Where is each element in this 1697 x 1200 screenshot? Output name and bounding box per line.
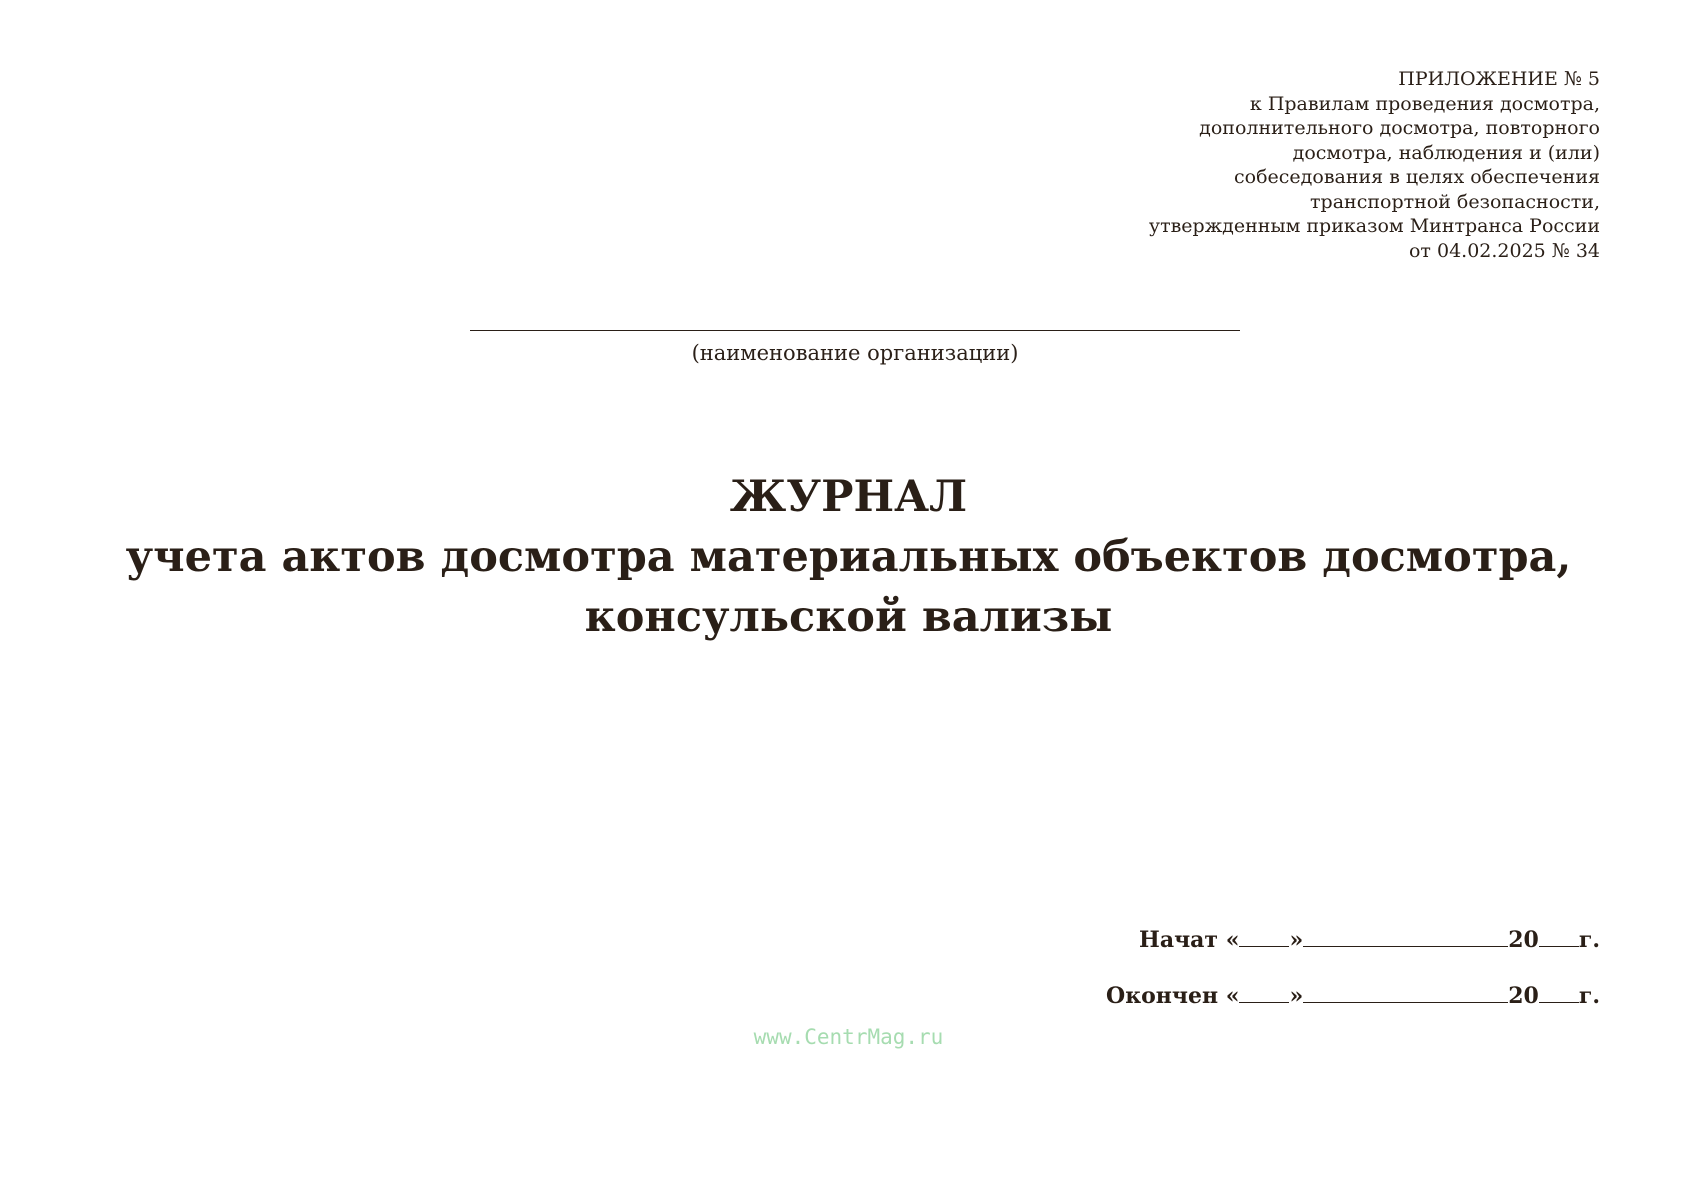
start-year-field[interactable]: [1539, 926, 1579, 947]
end-date-line: [1106, 982, 1600, 1010]
end-year-field[interactable]: [1539, 982, 1579, 1003]
appendix-number: ПРИЛОЖЕНИЕ № 5: [1398, 68, 1600, 90]
appendix-text-line: досмотра, наблюдения и (или): [1292, 141, 1600, 164]
end-date-label: Окончен «: [1106, 983, 1240, 1009]
start-year-suffix: г.: [1578, 927, 1600, 953]
end-month-field[interactable]: [1303, 982, 1508, 1003]
end-year-suffix: г.: [1578, 983, 1600, 1009]
appendix-block: [1040, 67, 1600, 263]
appendix-text-line: к Правилам проведения досмотра,: [1249, 92, 1600, 115]
appendix-text-line: собеседования в целях обеспечения: [1234, 166, 1600, 188]
start-date-line: [1106, 926, 1600, 954]
start-close-quote: »: [1289, 927, 1304, 953]
appendix-text-line: транспортной безопасности,: [1310, 190, 1600, 213]
organization-name-field[interactable]: [470, 330, 1240, 331]
organization-block: [470, 330, 1240, 366]
title-line-object: консульской вализы: [584, 592, 1113, 642]
start-date-label: Начат «: [1139, 927, 1240, 953]
appendix-text-line: утвержденным приказом Минтранса России: [1148, 215, 1600, 237]
end-close-quote: »: [1289, 983, 1304, 1009]
end-day-field[interactable]: [1239, 982, 1289, 1003]
title-line-subject: учета актов досмотра материальных объектов досмотра,: [125, 532, 1572, 582]
start-day-field[interactable]: [1239, 926, 1289, 947]
appendix-text-line: дополнительного досмотра, повторного: [1199, 117, 1600, 139]
document-title: [0, 467, 1697, 647]
watermark: www.CentrMag.ru: [753, 1025, 944, 1049]
end-century: 20: [1508, 983, 1539, 1009]
start-month-field[interactable]: [1303, 926, 1508, 947]
appendix-order-date: от 04.02.2025 № 34: [1408, 239, 1600, 262]
dates-block: [1106, 926, 1600, 1010]
start-century: 20: [1508, 927, 1539, 953]
title-line-journal: ЖУРНАЛ: [729, 472, 968, 522]
organization-caption: (наименование организации): [691, 341, 1019, 365]
